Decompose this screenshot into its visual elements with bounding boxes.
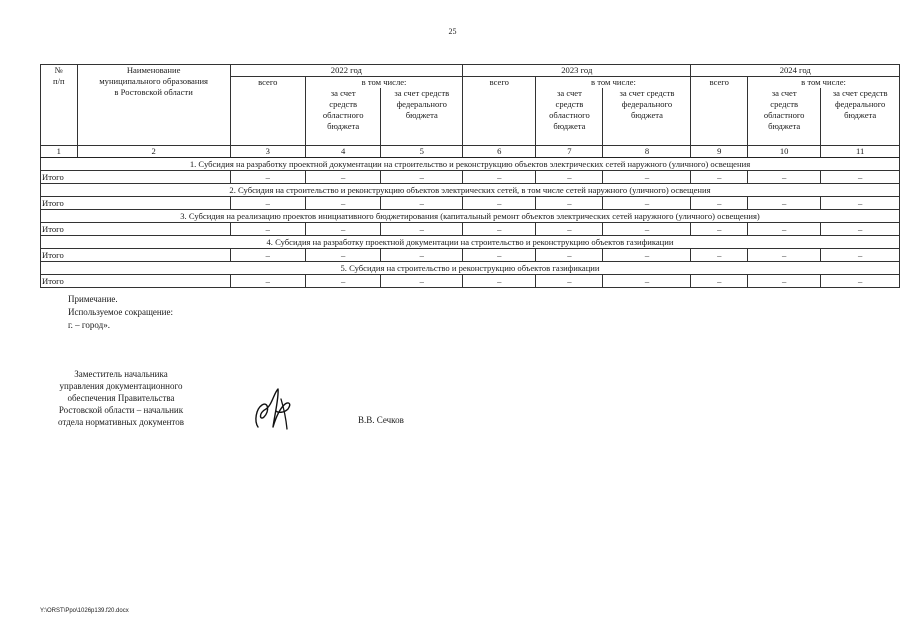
total-value: – [691, 274, 748, 287]
subsidy-table [40, 64, 900, 288]
total-label: Итого [41, 274, 231, 287]
note-line: Используемое сокращение: [68, 307, 173, 317]
column-number: 7 [536, 145, 603, 157]
header-year-2024: 2024 год [691, 65, 900, 77]
total-row-4 [41, 248, 900, 261]
total-value: – [381, 196, 463, 209]
total-value: – [381, 222, 463, 235]
total-row-2 [41, 196, 900, 209]
header-regional-2022: за счет средств областного бюджета [305, 88, 380, 145]
header-name: Наименование муниципального образования в Ростовской области [77, 65, 230, 146]
header-year-2023: 2023 год [463, 65, 691, 77]
note-heading: Примечание. [68, 294, 118, 304]
signer-position: Заместитель начальника управления документационного обеспечения Правительства Ростовской области – начальник отдела нормативных документов [58, 369, 184, 427]
total-value: – [603, 170, 691, 183]
section-row-4 [41, 235, 900, 248]
total-value: – [230, 248, 305, 261]
column-number: 10 [748, 145, 821, 157]
total-value: – [230, 170, 305, 183]
column-number: 3 [230, 145, 305, 157]
header-regional-2023: за счет средств областного бюджета [536, 88, 603, 145]
total-label: Итого [41, 170, 231, 183]
total-value: – [821, 222, 900, 235]
header-federal-2024: за счет средств федерального бюджета [821, 88, 900, 145]
total-label: Итого [41, 222, 231, 235]
header-year-2022: 2022 год [230, 65, 463, 77]
total-value: – [748, 274, 821, 287]
column-number: 1 [41, 145, 78, 157]
total-value: – [305, 170, 380, 183]
column-number: 9 [691, 145, 748, 157]
total-value: – [381, 248, 463, 261]
total-value: – [603, 196, 691, 209]
total-value: – [381, 274, 463, 287]
total-value: – [748, 248, 821, 261]
total-value: – [463, 170, 536, 183]
total-value: – [691, 248, 748, 261]
signer-name: В.В. Сечков [358, 415, 404, 425]
header-num: № п/п [41, 65, 78, 146]
column-number: 8 [603, 145, 691, 157]
total-value: – [463, 248, 536, 261]
section-title: 5. Субсидия на строительство и реконструкцию объектов газификации [41, 261, 900, 274]
header-total-2022: всего [230, 77, 305, 146]
total-value: – [536, 170, 603, 183]
section-row-1 [41, 157, 900, 170]
total-value: – [821, 170, 900, 183]
column-number: 2 [77, 145, 230, 157]
total-value: – [748, 170, 821, 183]
total-value: – [536, 196, 603, 209]
total-value: – [463, 274, 536, 287]
total-row-5 [41, 274, 900, 287]
total-value: – [230, 274, 305, 287]
total-value: – [748, 222, 821, 235]
total-value: – [691, 222, 748, 235]
header-including-2022: в том числе: [305, 77, 462, 89]
total-value: – [463, 222, 536, 235]
total-value: – [536, 274, 603, 287]
total-label: Итого [41, 248, 231, 261]
total-value: – [230, 222, 305, 235]
total-value: – [748, 196, 821, 209]
column-number: 4 [305, 145, 380, 157]
header-federal-2022: за счет средств федерального бюджета [381, 88, 463, 145]
total-value: – [691, 196, 748, 209]
total-value: – [821, 196, 900, 209]
column-number: 6 [463, 145, 536, 157]
total-value: – [463, 196, 536, 209]
section-row-2 [41, 183, 900, 196]
total-row-3 [41, 222, 900, 235]
header-total-2023: всего [463, 77, 536, 146]
total-value: – [230, 196, 305, 209]
header-including-2024: в том числе: [748, 77, 900, 89]
section-title: 4. Субсидия на разработку проектной документации на строительство и реконструкцию объектов газификации [41, 235, 900, 248]
total-value: – [603, 274, 691, 287]
total-value: – [305, 274, 380, 287]
section-row-3 [41, 209, 900, 222]
column-number: 5 [381, 145, 463, 157]
page-number: 25 [448, 27, 457, 36]
section-title: 2. Субсидия на строительство и реконструкцию объектов электрических сетей, в том числе сетей наружного (уличного) освещения [41, 183, 900, 196]
total-value: – [691, 170, 748, 183]
total-label: Итого [41, 196, 231, 209]
total-value: – [821, 248, 900, 261]
header-total-2024: всего [691, 77, 748, 146]
handwritten-signature-icon [248, 383, 298, 433]
total-value: – [536, 222, 603, 235]
section-title: 1. Субсидия на разработку проектной документации на строительство и реконструкцию объектов электрических сетей наружного (уличного) освещения [41, 157, 900, 170]
column-number-row [41, 145, 900, 157]
total-value: – [536, 248, 603, 261]
total-row-1 [41, 170, 900, 183]
total-value: – [305, 196, 380, 209]
total-value: – [603, 248, 691, 261]
total-value: – [381, 170, 463, 183]
column-number: 11 [821, 145, 900, 157]
header-row-years [41, 65, 900, 77]
header-regional-2024: за счет средств областного бюджета [748, 88, 821, 145]
section-title: 3. Субсидия на реализацию проектов инициативного бюджетирования (капитальный ремонт объектов электрических сетей наружного (уличного) освещения) [41, 209, 900, 222]
total-value: – [305, 222, 380, 235]
total-value: – [821, 274, 900, 287]
header-federal-2023: за счет средств федерального бюджета [603, 88, 691, 145]
total-value: – [305, 248, 380, 261]
header-including-2023: в том числе: [536, 77, 691, 89]
file-path-footer: Y:\ORST\Ppo\1026p139.f20.docx [40, 608, 129, 614]
note-block [68, 293, 173, 332]
note-line: г. – город». [68, 320, 110, 330]
section-row-5 [41, 261, 900, 274]
total-value: – [603, 222, 691, 235]
